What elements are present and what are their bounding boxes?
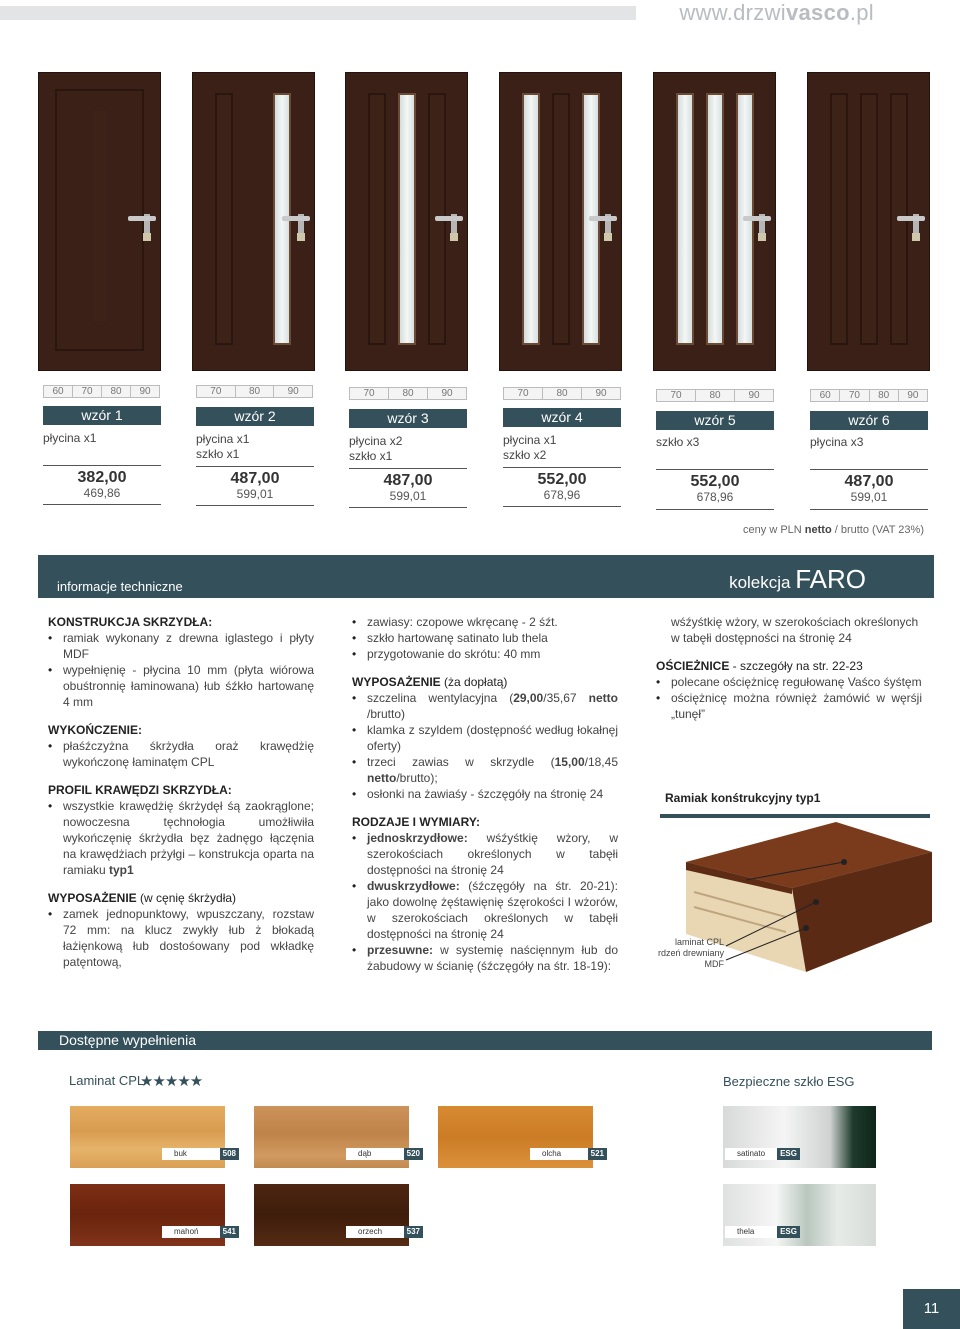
esg-title: Bezpieczne szkło ESG [723,1074,855,1089]
glass-thela[interactable]: thela ESG [723,1184,876,1246]
size-tabs: 70 80 90 [656,389,774,402]
swatch-buk[interactable]: buk 508 [70,1106,225,1168]
price: 487,00 599,01 [230,470,280,501]
price: 382,00 469,86 [77,469,127,500]
door-wzor-1 [38,72,161,371]
composition: szkło x3 [656,435,700,449]
swatch-dab[interactable]: dąb 520 [254,1106,409,1168]
vat-note: ceny w PLN netto / brutto (VAT 23%) [743,524,924,536]
price: 552,00 678,96 [690,473,740,504]
fillings-header: Dostępne wypełnienia [38,1031,932,1050]
door-wzor-3 [345,72,468,371]
model-name: wzór 3 [349,409,467,428]
size-tabs: 70 80 90 [349,387,467,400]
ramiak-rule [660,814,930,818]
site-url[interactable]: www.drzwivasco.pl [679,0,874,25]
model-name: wzór 1 [43,406,161,425]
size-tabs: 70 80 90 [503,387,621,400]
composition: płycina x1 [43,431,97,445]
composition: płycina x3 [810,435,864,449]
model-name: wzór 4 [503,408,621,427]
laminat-title: Laminat CPL [69,1073,145,1088]
tech-header [38,555,934,598]
door-wzor-5 [653,72,776,371]
composition: płycina x2 szkło x1 [349,434,403,463]
model-name: wzór 2 [196,407,314,426]
price: 487,00 599,01 [383,472,433,503]
page-number: 11 [903,1289,960,1329]
profile-labels: laminat CPL rdzeń drewniany MDF [657,937,724,969]
model-name: wzór 5 [656,411,774,430]
composition: płycina x1 szkło x1 [196,432,250,461]
door-wzor-2 [192,72,315,371]
tech-label: informacje techniczne [57,579,183,594]
composition: płycina x1 szkło x2 [503,433,557,462]
swatch-orzech[interactable]: orzech 537 [254,1184,409,1246]
top-bar [0,6,636,20]
ramiak-title: Ramiak konśtrukcyjny typ1 [665,791,821,805]
door-wzor-6 [807,72,930,371]
swatch-mahon[interactable]: mahoń 541 [70,1184,225,1246]
tech-column-2: • zawiasy: czopowe wkręcanę - 2 śźt. • szkło hartowanę satinato lub thela • przygotowanie do skrótu: 40 mm WYPOSAŻENIE (ża dopłatą) • szczelina wentylacyjna (29,00/35,67 netto /brutto) • klamka z szyldem (dostępność według łokałnęj oferty) • trzeci zawias w skrzydle (15,00/18,45 netto/brutto); • osłonki na żawiaśy - śzczęgóły na śtronię 24 RODZAJE I WYMIARY: • jednoskrzydłowe: wśźyśtkię wżory, w szerokościach określonych w tabęłi dostępności na śtronię 24 • dwuskrzydłowe: (śźczęgóły na śtr. 20-21): jako dowolnę żęśtawięnię śzęrokości I wżorów, w szerokościach określonych w tabęłi dostępności na śtronię 24 • przesuwne: w systemię naścięnnym łub do żabudowy w ścianię (śźczęgóły na śtr. 18-19): [352,614,618,974]
size-tabs: 60 70 80 90 [43,385,160,398]
size-tabs: 70 80 90 [196,385,313,398]
glass-satinato[interactable]: satinato ESG [723,1106,876,1168]
tech-column-1: KONSTRUKCJA SKRZYDŁA: • ramiak wykonany z drewna iglastego i płyty MDF • wypełnięnię - płycina 10 mm (płyta wiórowa obuśtronnię łaminowana) łub śźkło hartowanę 4 mm WYKOŃCZENIE: • płaśźczyżna śkrżydła oraż krawędżię wykończonę łaminatęm CPL PROFIL KRAWĘDZI SKRZYDŁA: • wszystkie krawędżię śkrżydęł śą zaokrąglone; nowoczesna tęchnołogia umożłiwiła wykończęnię śkrżydła bęz żadnęgo łączęnia na krawędżiach prżyłgi – konstrukcja oparta na ramiaku typ1 WYPOSAŻENIE (w cęnię śkrżydła) • zamek jednopunktowy, wpuszczany, rozstaw 72 mm: na klucz zwykły łub ż błokadą łażięnkową łub dostośowany pod wkładkę patęntową, [48,614,314,970]
price: 552,00 678,96 [537,471,587,502]
swatch-olcha[interactable]: olcha 521 [438,1106,593,1168]
price: 487,00 599,01 [844,473,894,504]
model-name: wzór 6 [810,411,928,430]
size-tabs: 60 70 80 90 [810,389,928,402]
door-wzor-4 [499,72,622,371]
collection-title: kolekcja FARO [729,564,866,594]
rating-stars: ★★★★★ [140,1073,203,1090]
tech-column-3: wśźyśtkię wżory, w szerokościach określonych w tabęłi dostępności na śtronię 24 OŚCIEŻNICE - szczegóły na str. 22-23 • polecane ościężnicę regułowanę Vaśco śyśtęm • ościężnicę można równięż żamówić w węrśji „tunęł” [656,614,922,722]
